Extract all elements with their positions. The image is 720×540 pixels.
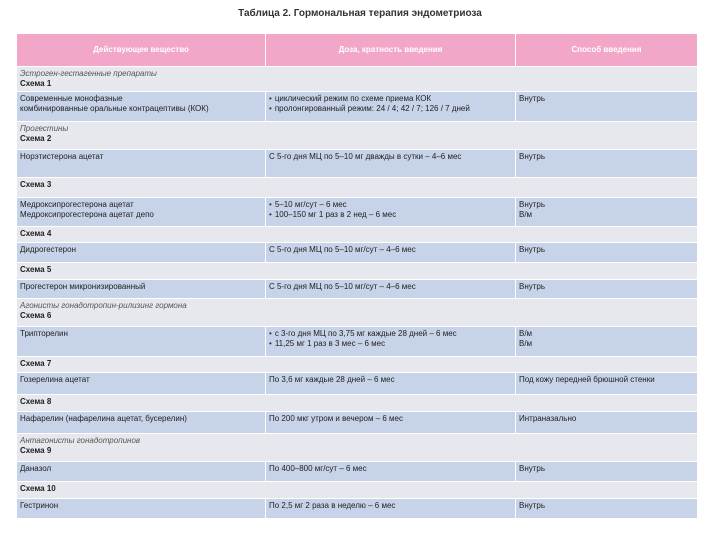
table-row	[17, 499, 698, 519]
header-dose: Доза, кратность введения	[266, 34, 516, 67]
route-cell	[516, 373, 698, 395]
substance-cell	[17, 327, 266, 357]
dose-cell	[266, 412, 516, 434]
substance-cell	[17, 499, 266, 519]
dose-line: • пролонгированный режим: 24 / 4; 42 / 7; 126 / 7 дней	[269, 104, 512, 114]
scheme-row	[17, 227, 698, 243]
route-line: В/м	[519, 329, 533, 338]
table-header-row	[17, 34, 698, 67]
substance-line: Гестринон	[20, 501, 59, 510]
scheme-cell	[17, 227, 698, 243]
substance-line: Прогестерон микронизированный	[20, 282, 146, 291]
scheme-label: Схема 8	[20, 397, 52, 406]
route-line: Внутрь	[519, 464, 546, 473]
scheme-cell	[17, 395, 698, 412]
substance-line: Норэтистерона ацетат	[20, 152, 104, 161]
dose-cell	[266, 150, 516, 178]
substance-line: Нафарелин (нафарелина ацетат, бусерелин)	[20, 414, 187, 423]
scheme-cell	[17, 357, 698, 373]
scheme-row	[17, 395, 698, 412]
scheme-row	[17, 122, 698, 150]
scheme-row	[17, 299, 698, 327]
scheme-label: Схема 9	[20, 446, 52, 455]
scheme-cell	[17, 263, 698, 280]
route-cell	[516, 462, 698, 482]
route-line: Внутрь	[519, 200, 546, 209]
drug-group-label: Антагонисты гонадотропинов	[20, 436, 141, 445]
table-title: Таблица 2. Гормональная терапия эндометриоза	[238, 8, 482, 19]
table-row	[17, 462, 698, 482]
hormone-therapy-table	[16, 33, 698, 519]
scheme-label: Схема 5	[20, 265, 52, 274]
scheme-cell	[17, 67, 698, 92]
drug-group-label: Эстроген-гестагенные препараты	[20, 69, 157, 78]
scheme-label: Схема 10	[20, 484, 56, 493]
substance-cell	[17, 150, 266, 178]
scheme-cell	[17, 434, 698, 462]
dose-line: • 5–10 мг/сут – 6 мес	[269, 200, 512, 210]
substance-line: Современные монофазные	[20, 94, 123, 103]
scheme-cell	[17, 178, 698, 198]
dose-line: По 400–800 мг/сут – 6 мес	[269, 464, 367, 473]
table-row	[17, 198, 698, 227]
header-route: Способ введения	[516, 34, 698, 67]
route-cell	[516, 243, 698, 263]
scheme-label: Схема 7	[20, 359, 52, 368]
scheme-label: Схема 3	[20, 180, 52, 189]
scheme-cell	[17, 122, 698, 150]
dose-line: С 5-го дня МЦ по 5–10 мг дважды в сутки – 4–6 мес	[269, 152, 462, 161]
dose-cell	[266, 373, 516, 395]
table-row	[17, 327, 698, 357]
substance-line: Медроксипрогестерона ацетат	[20, 200, 134, 209]
dose-cell	[266, 198, 516, 227]
route-line: В/м	[519, 339, 533, 348]
substance-line: комбинированные оральные контрацептивы (КОК)	[20, 104, 209, 113]
route-cell	[516, 150, 698, 178]
substance-cell	[17, 412, 266, 434]
scheme-label: Схема 2	[20, 134, 52, 143]
scheme-row	[17, 482, 698, 499]
substance-line: Гозерелина ацетат	[20, 375, 90, 384]
scheme-label: Схема 4	[20, 229, 52, 238]
route-line: Внутрь	[519, 282, 546, 291]
table-row	[17, 280, 698, 299]
dose-line: • 100–150 мг 1 раз в 2 нед – 6 мес	[269, 210, 512, 220]
scheme-label: Схема 6	[20, 311, 52, 320]
table-row	[17, 150, 698, 178]
route-line: Внутрь	[519, 245, 546, 254]
route-line: Внутрь	[519, 501, 546, 510]
dose-line: С 5-го дня МЦ по 5–10 мг/сут – 4–6 мес	[269, 282, 416, 291]
table-row	[17, 373, 698, 395]
dose-cell	[266, 327, 516, 357]
substance-cell	[17, 373, 266, 395]
substance-cell	[17, 243, 266, 263]
route-line: Внутрь	[519, 94, 546, 103]
substance-line: Медроксипрогестерона ацетат депо	[20, 210, 154, 219]
scheme-row	[17, 67, 698, 92]
substance-line: Дидрогестерон	[20, 245, 76, 254]
route-line: В/м	[519, 210, 533, 219]
scheme-row	[17, 434, 698, 462]
route-cell	[516, 412, 698, 434]
table-body	[17, 67, 698, 519]
scheme-cell	[17, 482, 698, 499]
substance-line: Даназол	[20, 464, 52, 473]
dose-cell	[266, 499, 516, 519]
dose-line: • 11,25 мг 1 раз в 3 мес – 6 мес	[269, 339, 512, 349]
route-cell	[516, 280, 698, 299]
scheme-label: Схема 1	[20, 79, 52, 88]
dose-line: • циклический режим по схеме приема КОК	[269, 94, 512, 104]
drug-group-label: Прогестины	[20, 124, 69, 133]
route-line: Под кожу передней брюшной стенки	[519, 375, 655, 384]
route-cell	[516, 92, 698, 122]
scheme-row	[17, 178, 698, 198]
table-row	[17, 412, 698, 434]
dose-line: По 3,6 мг каждые 28 дней – 6 мес	[269, 375, 395, 384]
dose-line: С 5-го дня МЦ по 5–10 мг/сут – 4–6 мес	[269, 245, 416, 254]
table-row	[17, 92, 698, 122]
dose-cell	[266, 92, 516, 122]
scheme-cell	[17, 299, 698, 327]
substance-line: Трипторелин	[20, 329, 68, 338]
dose-cell	[266, 462, 516, 482]
route-line: Интраназально	[519, 414, 577, 423]
dose-cell	[266, 243, 516, 263]
route-cell	[516, 327, 698, 357]
route-cell	[516, 499, 698, 519]
route-cell	[516, 198, 698, 227]
header-substance: Действующее вещество	[17, 34, 266, 67]
drug-group-label: Агонисты гонадотропин-рилизинг гормона	[20, 301, 187, 310]
substance-cell	[17, 280, 266, 299]
route-line: Внутрь	[519, 152, 546, 161]
scheme-row	[17, 263, 698, 280]
dose-line: • с 3-го дня МЦ по 3,75 мг каждые 28 дней – 6 мес	[269, 329, 512, 339]
substance-cell	[17, 462, 266, 482]
dose-line: По 2,5 мг 2 раза в неделю – 6 мес	[269, 501, 396, 510]
dose-line: По 200 мкг утром и вечером – 6 мес	[269, 414, 403, 423]
substance-cell	[17, 198, 266, 227]
substance-cell	[17, 92, 266, 122]
scheme-row	[17, 357, 698, 373]
dose-cell	[266, 280, 516, 299]
table-row	[17, 243, 698, 263]
